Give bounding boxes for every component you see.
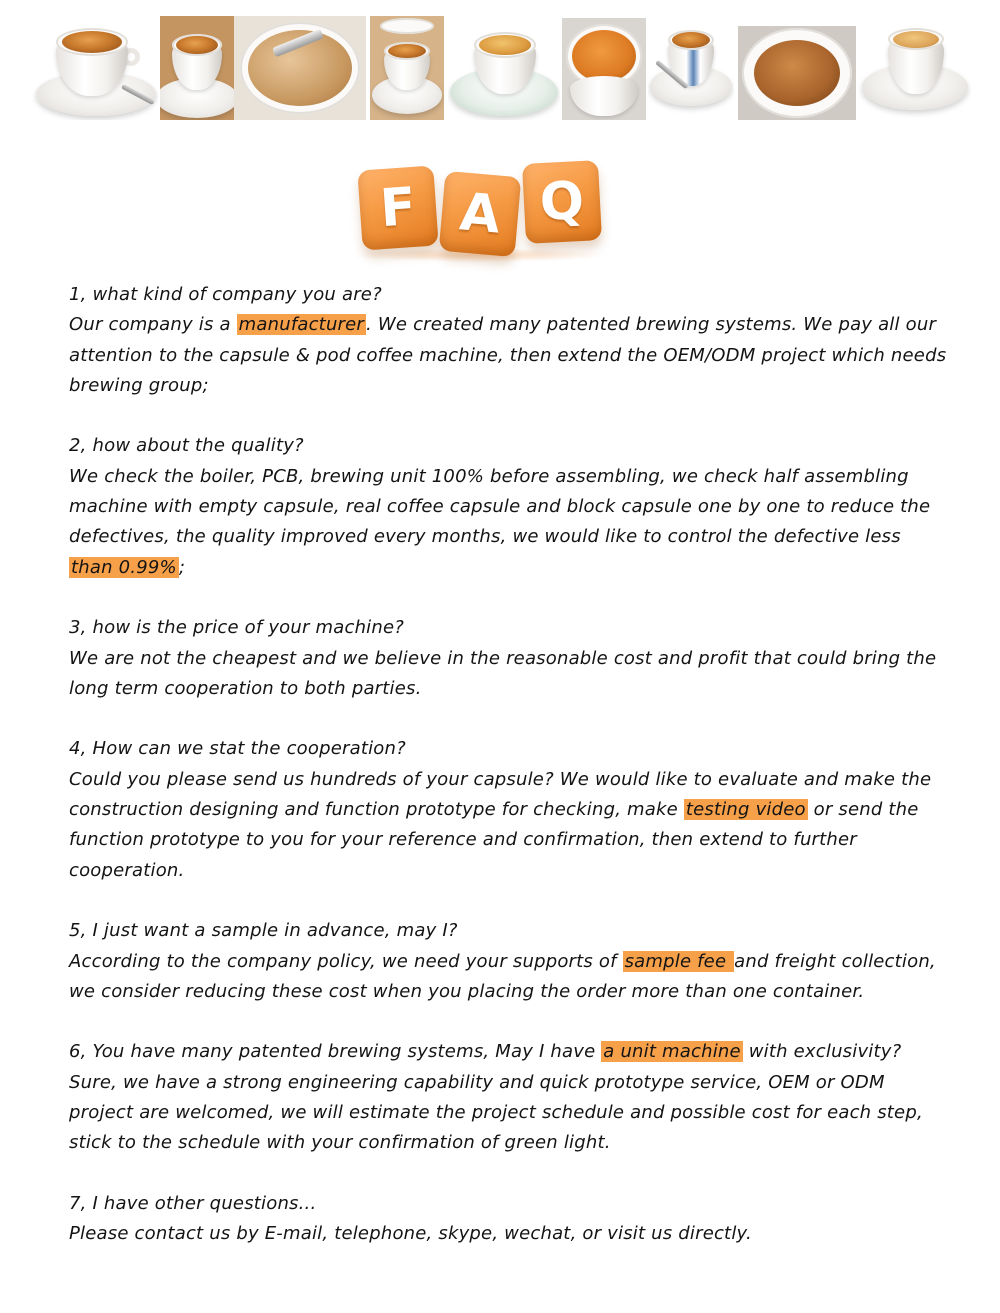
faq-letter-q: Q [522, 160, 602, 244]
highlighted-text: manufacturer [238, 314, 365, 336]
faq-letter-a: A [439, 171, 522, 257]
faq-answer [69, 765, 949, 886]
faq-item [69, 1037, 949, 1158]
faq-question: 7, I have other questions... [69, 1192, 317, 1214]
question-text: with exclusivity? [742, 1041, 902, 1063]
faq-answer [69, 947, 949, 1008]
answer-text: Sure, we have a strong engineering capability and quick prototype service, OEM or ODM project are welcomed, we will estimate the project schedule and possible cost for each step, stick to the schedule with your confirmation of green light. [69, 1071, 923, 1154]
faq-answer [69, 1068, 949, 1159]
coffee-cup-photo [448, 14, 560, 120]
answer-text: Please contact us by E-mail, telephone, skype, wechat, or visit us directly. [69, 1223, 752, 1245]
faq-question: 5, I just want a sample in advance, may I? [69, 920, 458, 942]
faq-question: 4, How can we stat the cooperation? [69, 738, 406, 760]
faq-item [69, 431, 949, 582]
faq-answer [69, 310, 949, 401]
faq-item [69, 280, 949, 401]
coffee-cup-photo [234, 16, 366, 120]
faq-item [69, 916, 949, 1007]
coffee-cup-photo [648, 14, 734, 120]
faq-question [69, 1037, 949, 1067]
answer-text: We check the boiler, PCB, brewing unit 100% before assembling, we check half assembling machine with empty capsule, real coffee capsule and block capsule one by one to reduce the defectives, the quality improved every months, we would like to control the defective less [69, 465, 931, 548]
answer-text: and freight collection, we consider reducing these cost when you placing the order more than one container. [69, 950, 936, 1002]
faq-item [69, 1189, 949, 1250]
coffee-photo-banner [28, 14, 972, 124]
answer-text: Our company is a [69, 314, 237, 336]
coffee-cup-photo [28, 14, 158, 120]
faq-answer [69, 644, 949, 705]
coffee-cup-photo [738, 26, 856, 120]
answer-text: We are not the cheapest and we believe in the reasonable cost and profit that could bring the long term cooperation to both parties. [69, 647, 937, 699]
answer-text: Could you please send us hundreds of your capsule? We would like to evaluate and make the construction designing and function prototype for checking, make [69, 768, 932, 821]
coffee-cup-photo [562, 18, 646, 120]
highlighted-text: sample fee [624, 950, 733, 972]
faq-item [69, 613, 949, 704]
highlighted-text: a unit machine [603, 1041, 741, 1063]
faq-logo [356, 158, 606, 264]
question-text: 6, You have many patented brewing systems, May I have [69, 1041, 602, 1063]
faq-question: 2, how about the quality? [69, 435, 304, 457]
answer-text: . We created many patented brewing systems. We pay all our attention to the capsule & pod coffee machine, then extend the OEM/ODM project which needs brewing group; [69, 314, 947, 396]
faq-item [69, 734, 949, 885]
answer-text: ; [178, 556, 186, 578]
highlighted-text: testing video [685, 799, 806, 821]
faq-letter-f: F [357, 165, 438, 250]
coffee-cup-photo [858, 14, 972, 120]
faq-answer [69, 462, 949, 583]
faq-answer [69, 1219, 949, 1249]
coffee-cup-photo [370, 16, 444, 120]
faq-list [69, 280, 949, 1280]
coffee-cup-photo [160, 16, 234, 120]
faq-question: 1, what kind of company you are? [69, 284, 382, 305]
faq-question: 3, how is the price of your machine? [69, 617, 405, 639]
answer-text: According to the company policy, we need your supports of [69, 950, 623, 972]
answer-text: or send the function prototype to you for your reference and confirmation, then extend to further cooperation. [69, 799, 919, 881]
highlighted-text: than 0.99% [71, 556, 177, 578]
